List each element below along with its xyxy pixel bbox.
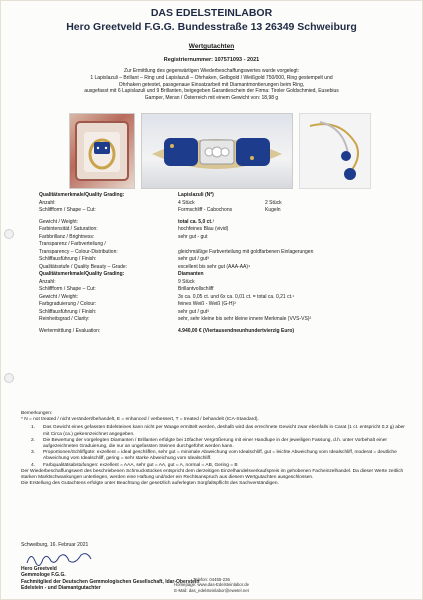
list-item bbox=[21, 463, 406, 469]
property-row bbox=[39, 207, 419, 215]
property-row bbox=[39, 256, 419, 264]
list-item bbox=[21, 450, 406, 462]
property-label: Wertermittlung / Evaluation: bbox=[39, 327, 101, 334]
property-row bbox=[39, 200, 419, 208]
phone-text: Telefon: 04455-236 bbox=[193, 577, 230, 582]
list-item bbox=[21, 425, 406, 437]
property-label: Reinheitsgrad / Clarity: bbox=[39, 316, 90, 322]
property-value: Kugeln bbox=[265, 207, 281, 213]
property-row bbox=[39, 279, 419, 287]
item-text: Farbqualitätsabstufungen: exzellent = AAA, sehr gut = AA, gut = A, normal = AB, Gering = B bbox=[43, 462, 238, 468]
contact-footer bbox=[1, 577, 422, 593]
ring-closeup-image bbox=[142, 114, 292, 188]
place-date: Schweiburg, 16. Februar 2021 bbox=[21, 542, 89, 548]
property-value: total ca. 5,0 ct.¹ bbox=[178, 218, 215, 225]
property-row bbox=[39, 309, 419, 317]
signer-role: Edelstein - und Diamantgutachter bbox=[21, 585, 101, 591]
property-row bbox=[39, 219, 419, 227]
registration-number: Registriernummer: 107571093 - 2021 bbox=[163, 57, 260, 63]
property-label: Gewicht / Weight: bbox=[39, 218, 79, 225]
intro-line: 1 Lapislazuli – Brillant – Ring und Lapislazuli – Ohrhaken, Gelbgold / Weißgold 750/000, Ring gestempelt und bbox=[90, 74, 333, 81]
property-row bbox=[39, 226, 419, 234]
item-number: 4. bbox=[31, 462, 36, 468]
punch-hole bbox=[4, 373, 14, 383]
item-text: Das Gewicht eines gefassten Edelsteines kann nicht per Waage ermittelt werden, deshalb wird das errechnete Gewicht zwar ebenfalls in Carat (1 ct. entspricht 0,2 g) aber mit Circa (ca.) gekennzeichnet angegeben. bbox=[43, 425, 405, 437]
document-title: Wertgutachten bbox=[188, 43, 235, 50]
earrings-image bbox=[300, 114, 370, 188]
property-label: Anzahl: bbox=[39, 278, 56, 285]
property-label: Qualitätsstufe / Quality Beauty – Grade: bbox=[39, 263, 128, 270]
property-value: 3x ca. 0,05 ct. und 6x ca. 0,01 ct. = total ca. 0,21 ct.¹ bbox=[178, 293, 295, 300]
signer-membership: Fachmitglied der Deutschen Gemmologischen Gesellschaft, Idar-Oberstein bbox=[21, 578, 200, 585]
property-row bbox=[39, 234, 419, 242]
remarks-heading: Bemerkungen: bbox=[21, 411, 53, 416]
property-value: sehr gut / gut³ bbox=[178, 308, 209, 315]
property-value: Brillantvollschliff bbox=[178, 286, 214, 292]
property-label: Qualitätsmerkmale/Quality Grading: bbox=[39, 192, 125, 198]
property-label: Transparenz / Farbverteilung / bbox=[39, 241, 106, 247]
property-row bbox=[39, 301, 419, 309]
intro-line: ausgefasst mit 6 Lapislazuli und 9 Brillanten, beigegeben Garantieschein der Firma: Tiroler Goldschmied, Eusebius bbox=[84, 88, 339, 95]
intro-line: Ohrhaken getestet, passgenaue Einsatzarbeit mit Diamantmontierungen beim Ring, bbox=[118, 81, 305, 88]
remarks-legend: * N = not treated / nicht verändert/behandelt, E = enhanced / verbessert, T = treated / behandelt (ICA-Standard). bbox=[21, 417, 259, 423]
item-number: 3. bbox=[31, 450, 36, 456]
ring-in-box-image bbox=[70, 114, 134, 188]
disclaimer-paragraph: Der Wiederbeschaffungswert des beschriebenen Schmuckstückes entspricht dem derzeitigen Einzelhandelsverkaufspreis im gehobenen Facheinzelhandel. Da dieser Werte zeitlich starken Marktschwankungen unterliegen, werden eine Haftung und/oder ein Rechtsanspruch aus diesem Wertgutachten ausgeschlossen. bbox=[21, 468, 404, 481]
property-label: Schliffausführung / Finish: bbox=[39, 308, 97, 315]
lab-address: Hero Greetveld F.G.G. Bundesstraße 13 26349 Schweiburg bbox=[66, 21, 357, 33]
property-row bbox=[39, 316, 419, 324]
property-label: Farbintensität / Saturation: bbox=[39, 226, 98, 232]
property-row bbox=[39, 249, 419, 257]
diligence-paragraph: Die Erstellung des Gutachtens erfolgte unter Beachtung der gesetzlich auferlegten Sorgfaltspflicht des Sachverständigen. bbox=[21, 481, 279, 487]
property-label: Qualitätsmerkmale/Quality Grading: bbox=[39, 271, 125, 277]
signer-name: Hero Greetveld bbox=[21, 565, 57, 572]
property-value: sehr, sehr kleine bis sehr kleine innere Merkmale (VVS-VS)² bbox=[178, 316, 312, 322]
property-value: feines Weiß - Weiß (G-H)² bbox=[178, 301, 236, 307]
handwritten-signature bbox=[25, 549, 105, 567]
intro-line: Gamper, Meran / Österreich mit einem Gewicht von: 18,98 g bbox=[144, 95, 279, 102]
item-text: Proportionen/Schliffgüte: exzellent = ideal geschliffen, sehr gut = minimale Abweichung vom Idealschliff, gut = leichte Abweichung vom Idealschliff, moderat = deutliche Abweichung vom Idealschliff, gering = sehr starke Abweichung vom Idealschliff. bbox=[43, 450, 397, 462]
item-text: Die Bewertung der vorgelegten Diamanten / Brillanten erfolgte bei 10facher Vergrößerung mit einer Handlupe in der jeweiligen Fassung, d.h. unter Vorbehalt einer aufgezeichneten Graduierung, die nur an ungefassten Steinen durchgeführt werden kann. bbox=[43, 437, 387, 450]
intro-line: Zur Ermittlung des gegenwärtigen Wiederbeschaffungswertes wurde vorgelegt: bbox=[124, 68, 299, 74]
property-value: 4 Stück bbox=[178, 199, 195, 206]
property-label: Schliffausführung / Finish: bbox=[39, 256, 97, 262]
item-number: 1. bbox=[31, 425, 36, 431]
evaluation-row bbox=[39, 328, 419, 336]
property-label: Schliffform / Shape – Cut: bbox=[39, 286, 96, 292]
ring-in-box-photo bbox=[69, 113, 135, 189]
remarks-list bbox=[21, 425, 406, 468]
property-row bbox=[39, 241, 419, 249]
lab-name: DAS EDELSTEINLABOR bbox=[150, 7, 273, 19]
list-item bbox=[21, 438, 406, 450]
property-label: Farbgraduierung / Colour: bbox=[39, 301, 97, 307]
property-value: excellent bis sehr gut (AAA-AA)⁴ bbox=[178, 263, 251, 270]
property-row bbox=[39, 264, 419, 272]
property-label: Transparency – Colour-Distribution: bbox=[39, 248, 118, 255]
property-value: gleichmäßige Farbverteilung mit goldfarbenen Einlagerungen bbox=[178, 248, 314, 255]
property-value: 2 Stück bbox=[265, 199, 282, 206]
property-label: Anzahl: bbox=[39, 199, 56, 206]
property-label: Schliffform / Shape – Cut: bbox=[39, 207, 96, 213]
email-text: E-Mail: das_edelsteinlabor@ewetel.net bbox=[174, 587, 249, 593]
property-row bbox=[39, 286, 419, 294]
earrings-photo bbox=[299, 113, 371, 189]
property-value: sehr gut / gut³ bbox=[178, 256, 209, 262]
evaluation-value: 4.940,00 € (Viertausendneunhundertvierzig Euro) bbox=[178, 327, 295, 334]
property-row bbox=[39, 192, 419, 200]
property-value: hochfeines Blau (vivid) bbox=[178, 226, 229, 232]
stone2-name: Diamanten bbox=[178, 271, 204, 277]
property-label: Gewicht / Weight: bbox=[39, 293, 79, 300]
property-value: Formschliff - Cabochons bbox=[178, 207, 233, 213]
signer-title: Gemmologe F.G.G. bbox=[21, 572, 66, 578]
intro-text bbox=[17, 68, 406, 102]
remarks-section bbox=[21, 411, 406, 487]
property-row bbox=[39, 294, 419, 302]
properties-table bbox=[39, 192, 419, 335]
stone1-name: Lapislazuli (N*) bbox=[178, 192, 214, 198]
property-value: 9 Stück bbox=[178, 278, 195, 285]
homepage-text: Homepage: www.das-Edelsteinlabor.de bbox=[173, 582, 249, 588]
item-number: 2. bbox=[31, 437, 36, 443]
property-label: Farbbrillanz / Brightness: bbox=[39, 233, 95, 240]
punch-hole bbox=[4, 229, 14, 239]
property-row bbox=[39, 271, 419, 279]
ring-closeup-photo bbox=[141, 113, 293, 189]
property-value: sehr gut - gut bbox=[178, 233, 208, 240]
